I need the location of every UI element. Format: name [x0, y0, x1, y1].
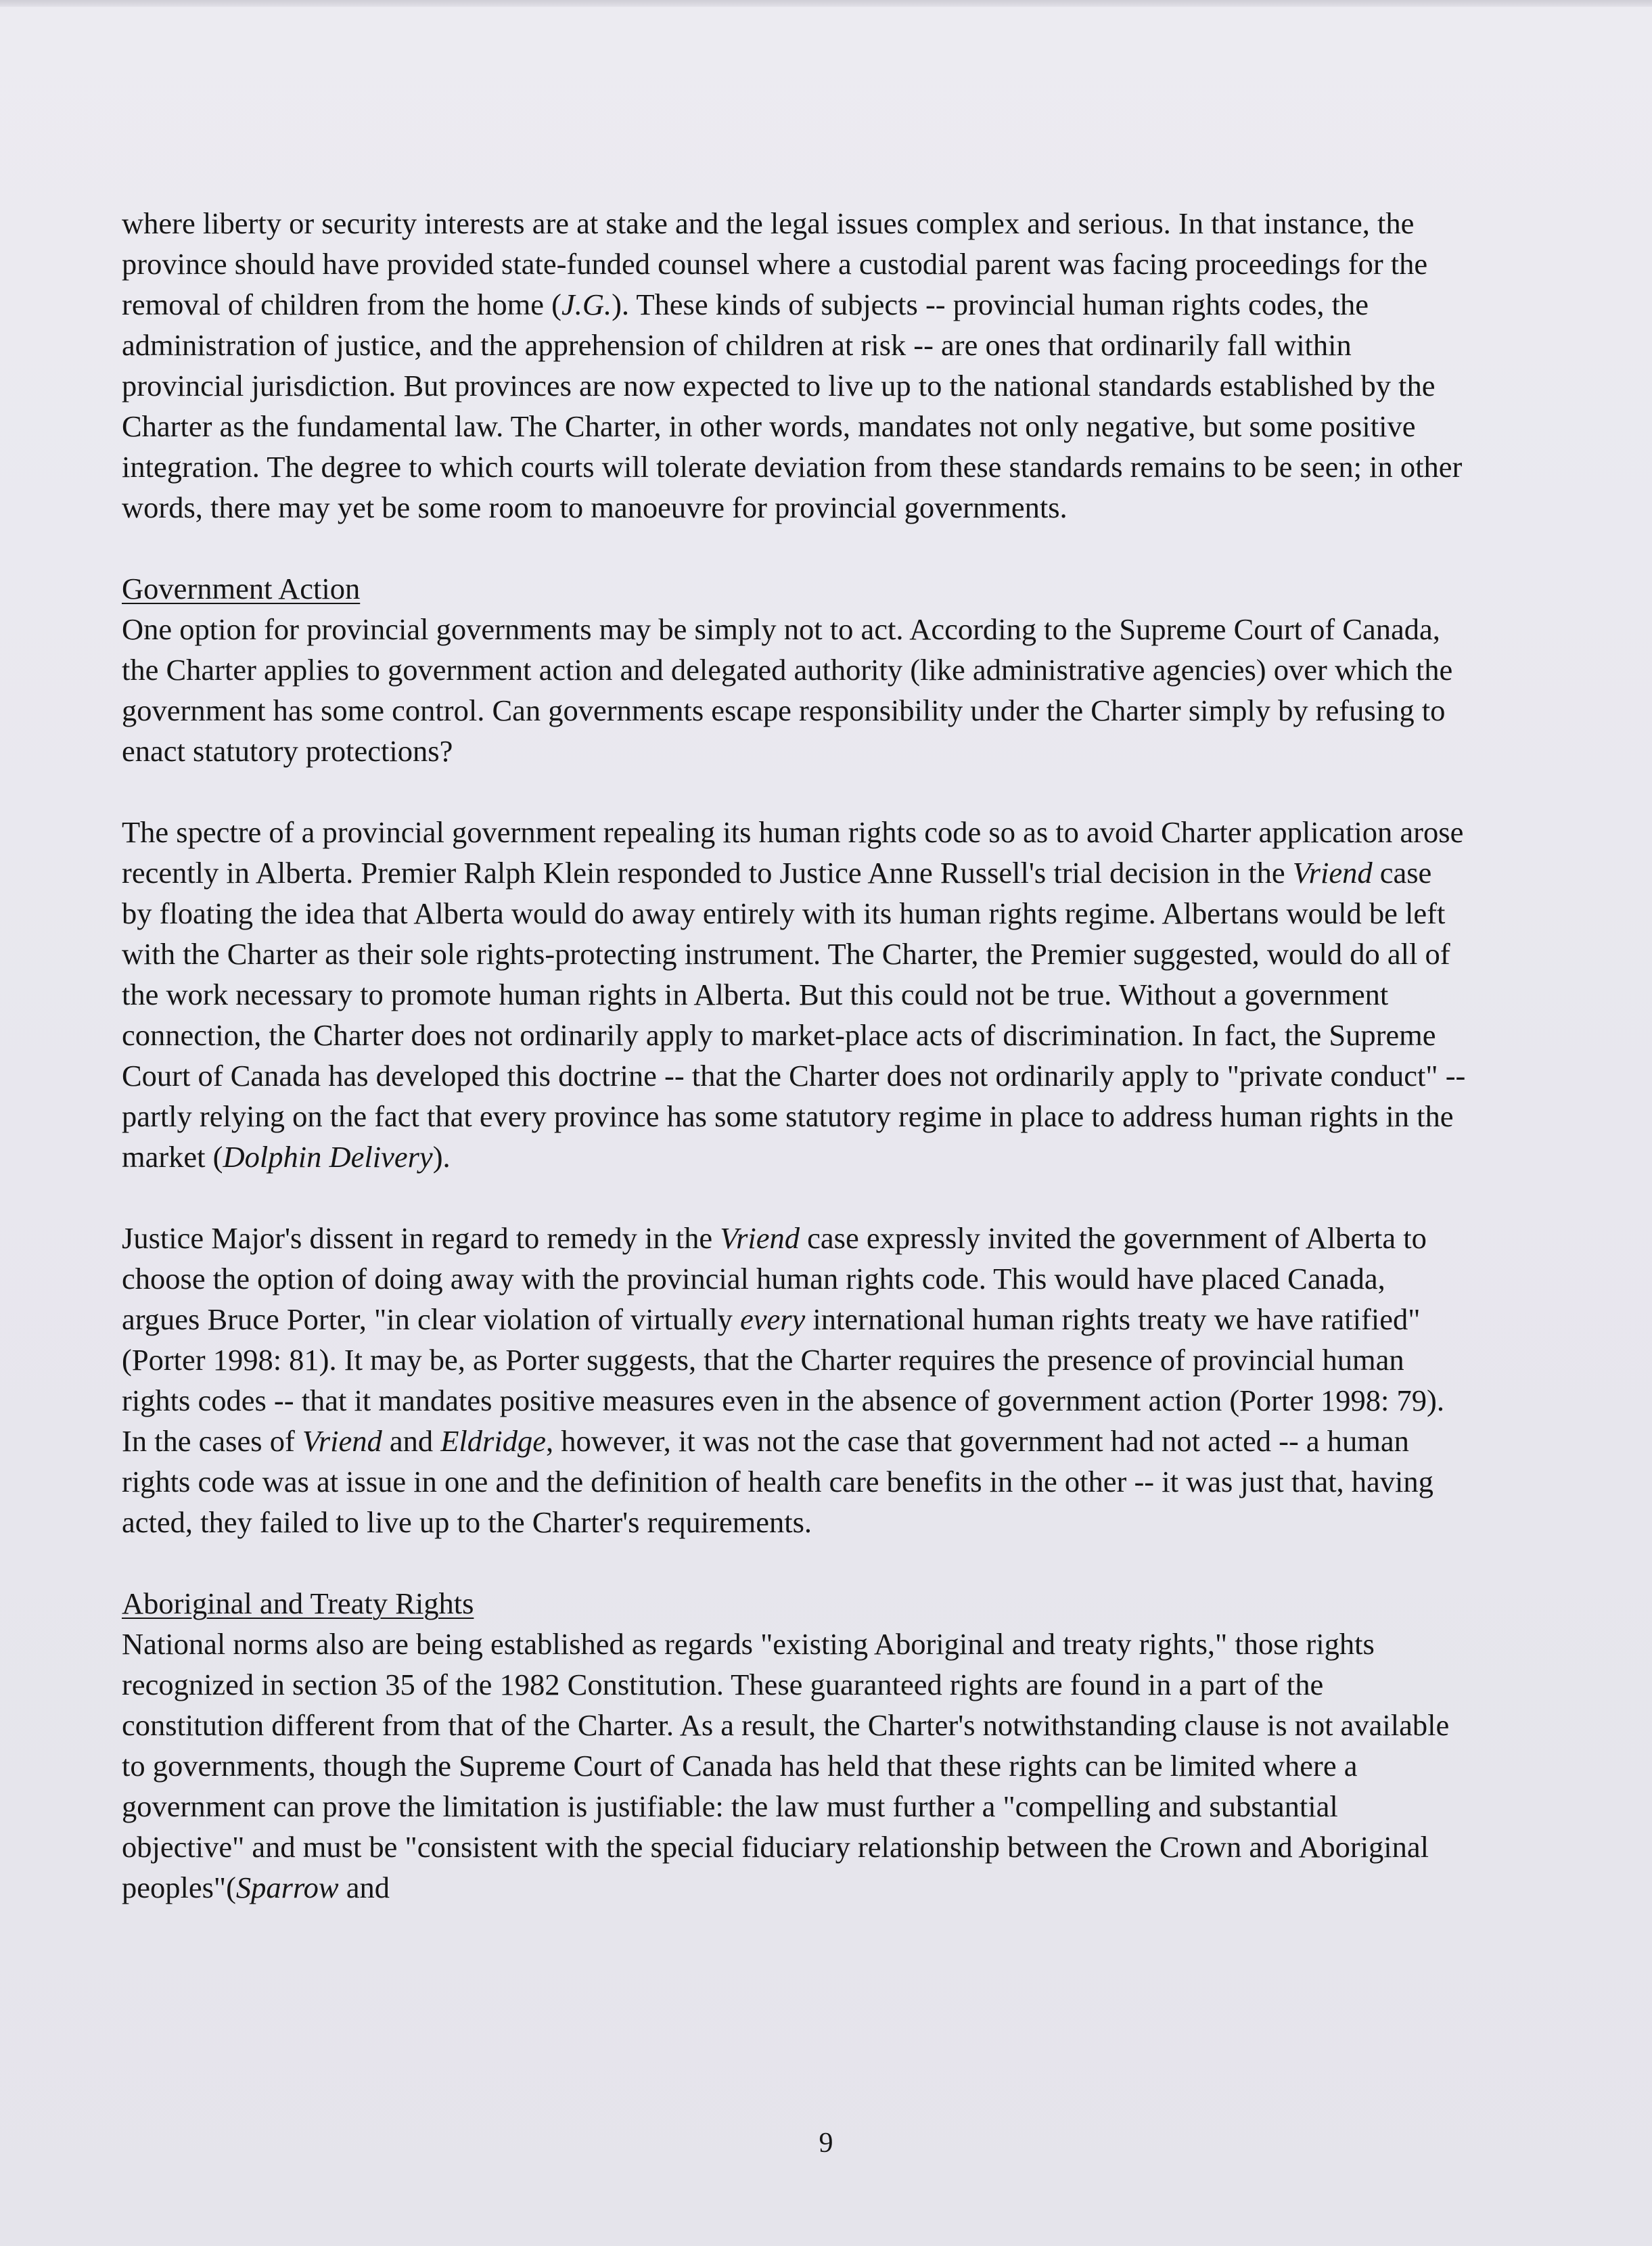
text-run: , however, it was not the case that government had not acted -- a human rights code was at issue in one and the definition of health care benefits in the other -- it was just that, having acted, they failed to live up to the Charter's requirements.: [122, 1424, 1433, 1539]
section-heading-government-action: Government Action: [122, 572, 361, 605]
case-citation: Sparrow: [235, 1871, 339, 1904]
text-run: ).: [432, 1140, 451, 1174]
case-citation: J.G.: [561, 288, 612, 321]
paragraph-spacer: [122, 528, 1468, 568]
section-heading-aboriginal-treaty-rights: Aboriginal and Treaty Rights: [122, 1586, 474, 1620]
emphasis-text: every: [739, 1302, 806, 1336]
paragraph-aboriginal-rights-1: [122, 1624, 1468, 1908]
paragraph-intro: [122, 203, 1468, 528]
paragraph-government-action-3: [122, 1218, 1468, 1542]
text-run: and: [338, 1871, 390, 1904]
text-run: where liberty or security interests are at stake and the legal issues complex and serious. In that instance, the province should have provided state-funded counsel where a custodial parent was facing proceedings for the removal of children from the home (: [122, 206, 1428, 321]
case-citation: Vriend: [720, 1221, 800, 1255]
paragraph-spacer: [122, 1177, 1468, 1218]
page-top-edge: [0, 0, 1652, 7]
page-number: 9: [819, 2128, 833, 2159]
case-citation: Vriend: [302, 1424, 382, 1458]
case-citation: Vriend: [1292, 856, 1373, 890]
case-citation: Eldridge: [440, 1424, 546, 1458]
text-run: and: [382, 1424, 441, 1458]
text-run: Justice Major's dissent in regard to remedy in the: [122, 1221, 720, 1255]
text-run: case by floating the idea that Alberta would do away entirely with its human rights regime. Albertans would be left with the Charter as their sole rights-protecting instrument. The Charter, the Premier suggested, would do all of the work necessary to promote human rights in Alberta. But this could not be true. Without a government connection, the Charter does not ordinarily apply to market-place acts of discrimination. In fact, the Supreme Court of Canada has developed this doctrine -- that the Charter does not ordinarily apply to "private conduct" -- partly relying on the fact that every province has some statutory regime in place to address human rights in the market (: [122, 856, 1466, 1174]
text-run: The spectre of a provincial government repealing its human rights code so as to avoid Charter application arose recently in Alberta. Premier Ralph Klein responded to Justice Anne Russell's trial decision in the: [122, 815, 1464, 890]
text-run: One option for provincial governments may be simply not to act. According to the Supreme Court of Canada, the Charter applies to government action and delegated authority (like administrative agencies) over which the government has some control. Can governments escape responsibility under the Charter simply by refusing to enact statutory protections?: [122, 612, 1453, 768]
case-citation: Dolphin Delivery: [223, 1140, 433, 1174]
text-run: international human rights treaty we have ratified" (Porter 1998: 81). It may be, as Porter suggests, that the Charter requires the presence of provincial human rights codes -- that it mandates positive measures even in the absence of government action (Porter 1998: 79). In the cases of: [122, 1302, 1444, 1458]
text-run: National norms also are being established as regards "existing Aboriginal and treaty rights," those rights recognized in section 35 of the 1982 Constitution. These guaranteed rights are found in a part of the constitution different from that of the Charter. As a result, the Charter's notwithstanding clause is not available to governments, though the Supreme Court of Canada has held that these rights can be limited where a government can prove the limitation is justifiable: the law must further a "compelling and substantial objective" and must be "consistent with the special fiduciary relationship between the Crown and Aboriginal peoples"(: [122, 1627, 1450, 1904]
text-run: case expressly invited the government of Alberta to choose the option of doing away with the provincial human rights code. This would have placed Canada, argues Bruce Porter, "in clear violation of virtually: [122, 1221, 1427, 1336]
paragraph-government-action-1: [122, 609, 1468, 771]
paragraph-spacer: [122, 771, 1468, 812]
page-body: [122, 203, 1468, 1908]
paragraph-spacer: [122, 1542, 1468, 1583]
text-run: ). These kinds of subjects -- provincial human rights codes, the administration of justice, and the apprehension of children at risk -- are ones that ordinarily fall within provincial jurisdiction. But provinces are now expected to live up to the national standards established by the Charter as the fundamental law. The Charter, in other words, mandates not only negative, but some positive integration. The degree to which courts will tolerate deviation from these standards remains to be seen; in other words, there may yet be some room to manoeuvre for provincial governments.: [122, 288, 1463, 524]
paragraph-government-action-2: [122, 812, 1468, 1177]
